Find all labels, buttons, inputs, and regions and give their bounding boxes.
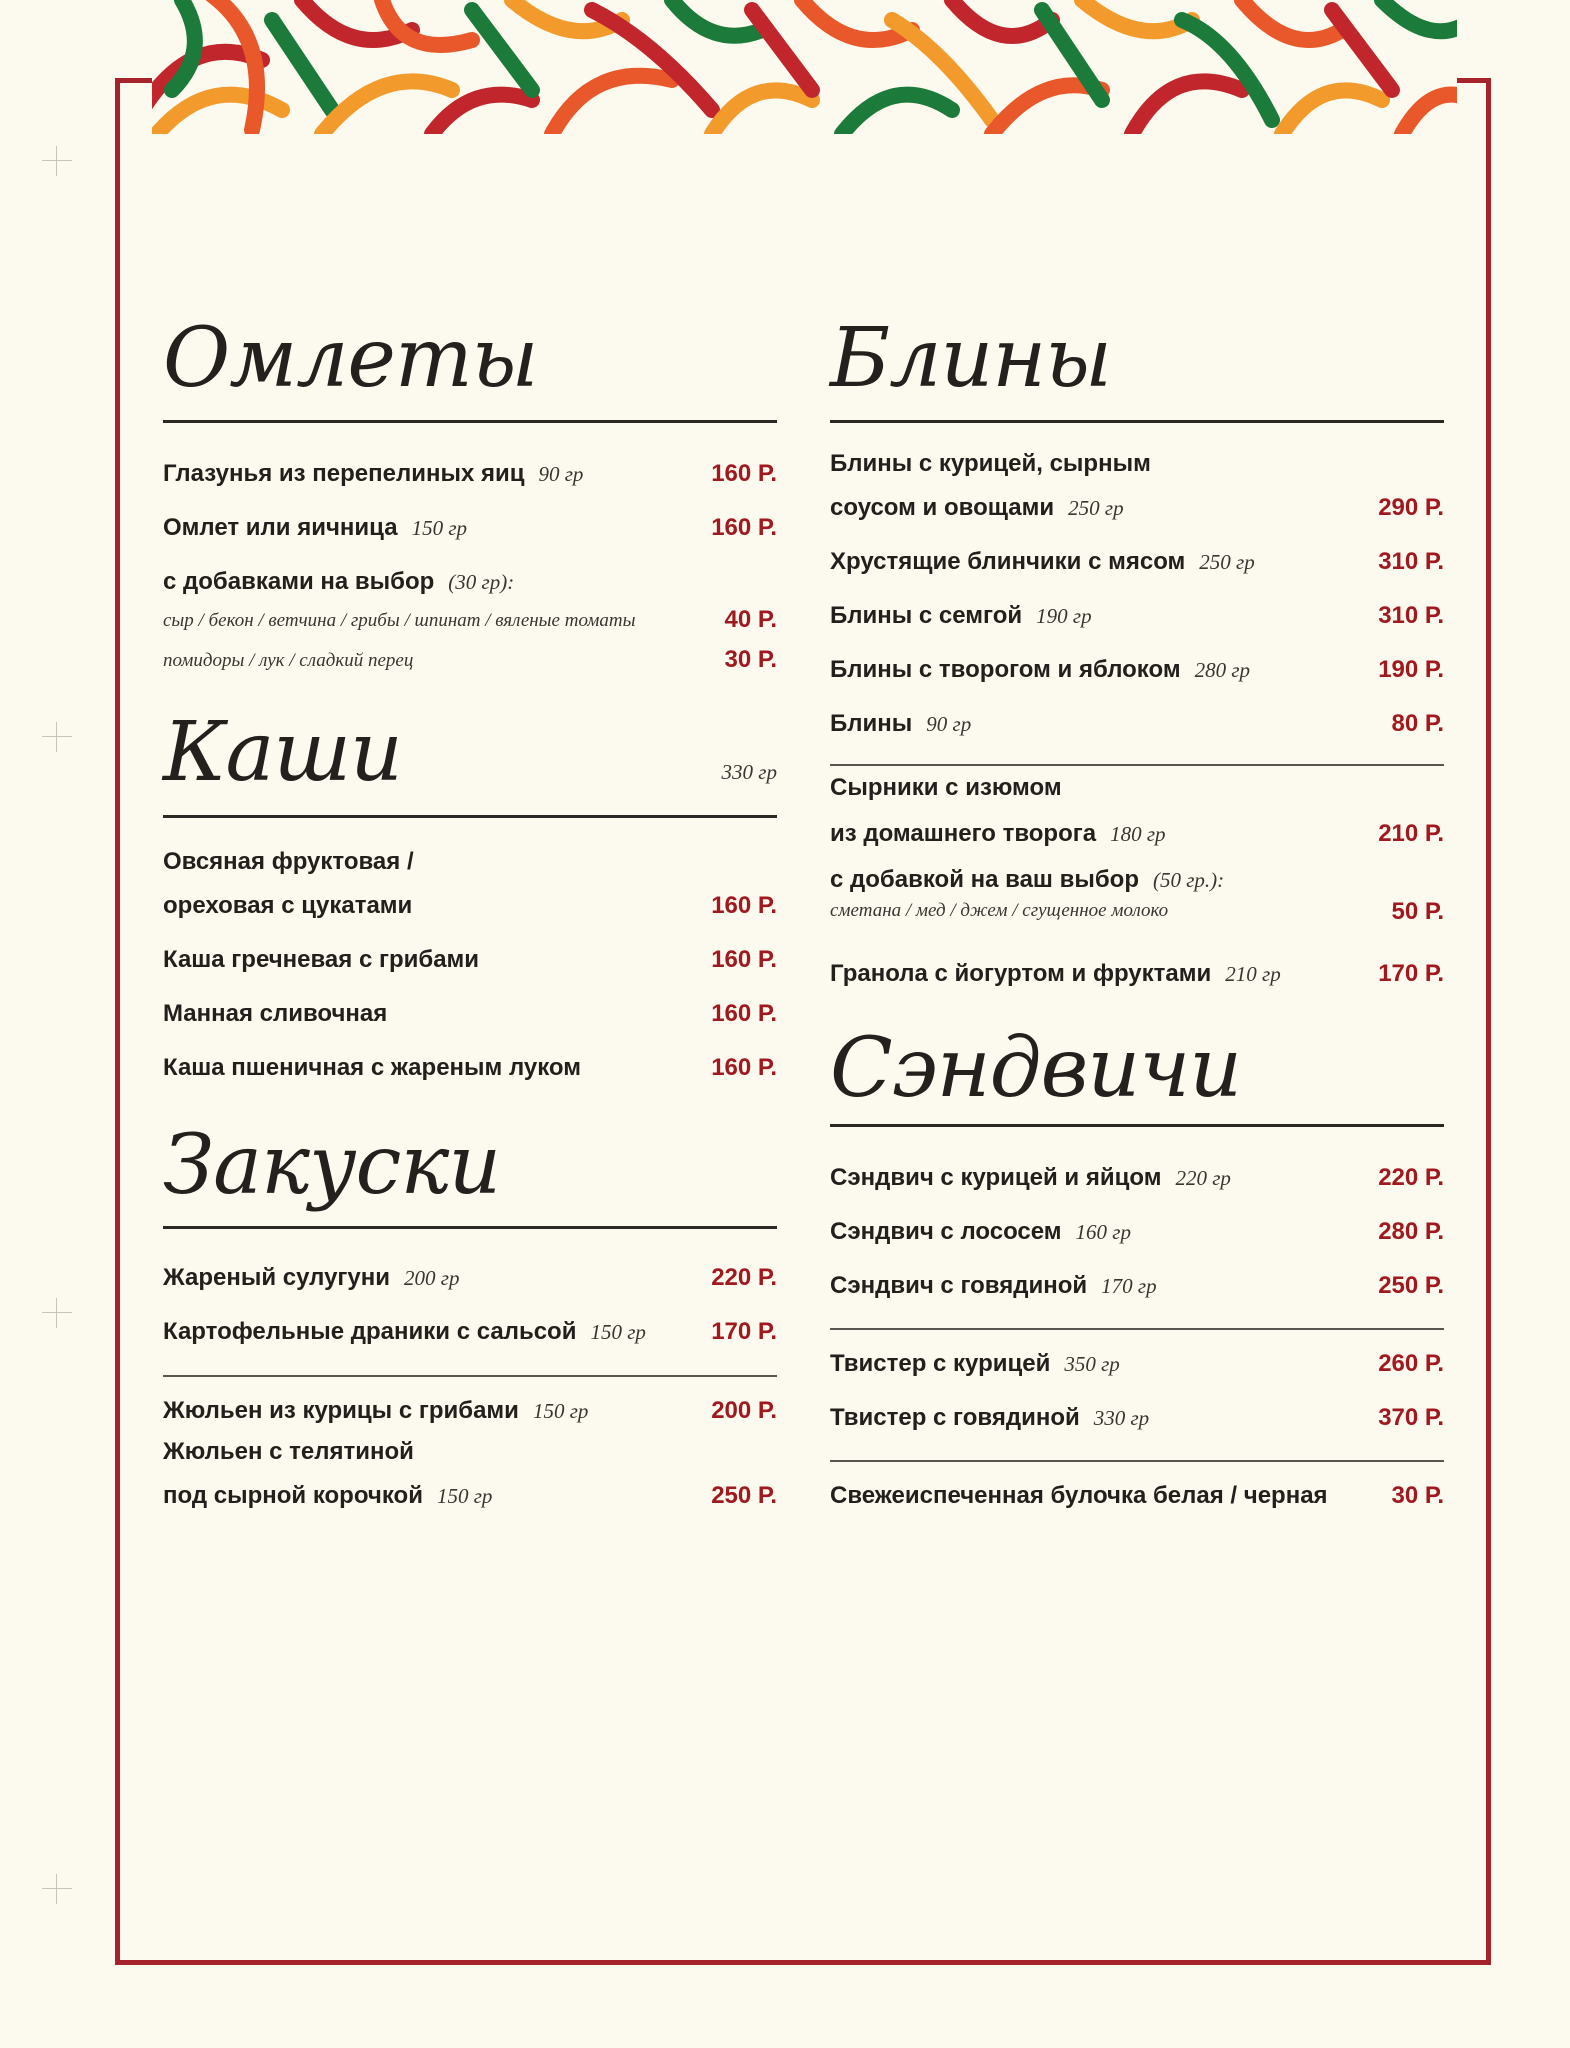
divider [830,1328,1444,1330]
crop-mark-icon [42,146,72,176]
menu-item [830,1392,1444,1432]
item-name: Сэндвич с говядиной [830,1272,1088,1299]
item-weight: 350 гр [1064,1352,1120,1376]
addon-option [163,594,777,634]
menu-item [163,1470,777,1510]
item-weight: 150 гр [590,1320,646,1344]
section-title-sandwiches: Сэндвичи [830,1021,1242,1116]
item-name: Каша пшеничная с жареным луком [163,1054,582,1081]
menu-item [830,644,1444,684]
item-name: Блины с семгой [830,602,1023,629]
menu-item [163,1042,777,1082]
menu-item [163,934,777,974]
item-name: Гранола с йогуртом и фруктами [830,960,1212,987]
right-column [830,0,1444,2048]
menu-item [830,1152,1444,1192]
item-price: 170 Р. [1378,960,1444,987]
item-name: Сэндвич с курицей и яйцом [830,1164,1162,1191]
menu-item [830,1338,1444,1378]
item-price: 160 Р. [711,892,777,919]
item-name: Сэндвич с лососем [830,1218,1062,1245]
item-name: Манная сливочная [163,1000,388,1027]
item-price: 250 Р. [711,1482,777,1509]
item-name: Твистер с говядиной [830,1404,1080,1431]
item-name: Картофельные драники с сальсой [163,1318,577,1345]
menu-item [830,1206,1444,1246]
item-name: Жареный сулугуни [163,1264,391,1291]
menu-item [163,1385,777,1425]
item-price: 80 Р. [1391,710,1444,737]
item-name-line1: Жюльен с телятиной [163,1438,414,1465]
menu-item [830,482,1444,522]
section-rule [830,1124,1444,1127]
item-name: соусом и овощами [830,494,1055,521]
item-price: 310 Р. [1378,548,1444,575]
section-title-pancakes: Блины [830,311,1112,406]
item-weight: 250 гр [1068,496,1124,520]
item-price: 280 Р. [1378,1218,1444,1245]
item-price: 160 Р. [711,460,777,487]
item-weight: 190 гр [1036,604,1092,628]
item-name: Блины [830,710,913,737]
item-weight: 160 гр [1075,1220,1131,1244]
addon-text: сыр / бекон / ветчина / грибы / шпинат / вяленые томаты [163,610,636,631]
item-price: 260 Р. [1378,1350,1444,1377]
item-name: Жюльен из курицы с грибами [163,1397,519,1424]
item-weight: 170 гр [1101,1274,1157,1298]
menu-item [163,502,777,542]
item-price: 160 Р. [711,946,777,973]
menu-item [830,698,1444,738]
item-name: Омлет или яичница [163,514,398,541]
item-name: ореховая с цукатами [163,892,413,919]
menu-item [163,1306,777,1346]
item-price: 210 Р. [1378,820,1444,847]
addon-price: 50 Р. [1391,898,1444,925]
addons-label: с добавками на выбор [163,568,435,595]
menu-item [163,1252,777,1292]
menu-item [830,590,1444,630]
item-weight: 90 гр [538,462,584,486]
section-title-snacks: Закуски [163,1118,501,1213]
item-weight: 210 гр [1225,962,1281,986]
item-price: 290 Р. [1378,494,1444,521]
menu-item [830,536,1444,576]
section-rule [163,420,777,423]
addon-option [830,886,1444,926]
menu-item [163,880,777,920]
section-title-porridge: Каши [163,705,402,800]
divider [163,1375,777,1377]
item-price: 170 Р. [711,1318,777,1345]
item-weight: 150 гр [532,1399,589,1423]
addon-option [163,634,777,674]
item-name: Глазунья из перепелиных яиц [163,460,525,487]
section-rule [163,1226,777,1229]
item-name: Свежеиспеченная булочка белая / черная [830,1482,1328,1509]
menu-item [830,808,1444,848]
divider [830,1460,1444,1462]
item-price: 30 Р. [1391,1482,1444,1509]
section-rule [163,815,777,818]
item-weight: 200 гр [404,1266,460,1290]
item-name-line1: Сырники с изюмом [830,774,1062,801]
item-price: 310 Р. [1378,602,1444,629]
item-price: 200 Р. [711,1397,777,1424]
addon-text: помидоры / лук / сладкий перец [163,650,414,671]
item-price: 160 Р. [711,1054,777,1081]
item-weight: 250 гр [1199,550,1255,574]
crop-mark-icon [42,1298,72,1328]
item-name-line1: Блины с курицей, сырным [830,450,1151,477]
section-rule [830,420,1444,423]
item-name-line1: Овсяная фруктовая / [163,848,414,875]
item-weight: 180 гр [1110,822,1166,846]
item-price: 160 Р. [711,1000,777,1027]
addons-title [163,556,777,596]
addons-label: с добавкой на ваш выбор [830,866,1139,893]
crop-mark-icon [42,722,72,752]
menu-item [830,948,1444,988]
addon-price: 30 Р. [724,646,777,673]
menu-item [163,988,777,1028]
item-name: из домашнего творога [830,820,1097,847]
item-name: Каша гречневая с грибами [163,946,480,973]
item-weight: 90 гр [926,712,972,736]
item-price: 190 Р. [1378,656,1444,683]
item-weight: 150 гр [411,516,468,540]
item-weight: 220 гр [1175,1166,1231,1190]
item-price: 220 Р. [711,1264,777,1291]
section-title-omelets: Омлеты [163,311,538,406]
addon-price: 40 Р. [724,606,777,633]
addon-text: сметана / мед / джем / сгущенное молоко [830,900,1169,921]
menu-item [830,1470,1444,1510]
addons-weight: (50 гр.): [1152,868,1225,892]
item-weight: 150 гр [436,1484,493,1508]
item-price: 220 Р. [1378,1164,1444,1191]
section-weight: 330 гр [721,760,777,784]
item-price: 250 Р. [1378,1272,1444,1299]
addons-weight: (30 гр): [448,570,515,594]
crop-mark-icon [42,1874,72,1904]
item-name: под сырной корочкой [163,1482,423,1509]
divider [830,764,1444,766]
item-name: Блины с творогом и яблоком [830,656,1181,683]
item-weight: 280 гр [1194,658,1251,682]
item-name: Твистер с курицей [830,1350,1051,1377]
menu-item [830,1260,1444,1300]
item-price: 160 Р. [711,514,777,541]
item-name: Хрустящие блинчики с мясом [830,548,1186,575]
item-price: 370 Р. [1378,1404,1444,1431]
menu-item [163,448,777,488]
item-weight: 330 гр [1093,1406,1150,1430]
left-column [163,0,777,2048]
